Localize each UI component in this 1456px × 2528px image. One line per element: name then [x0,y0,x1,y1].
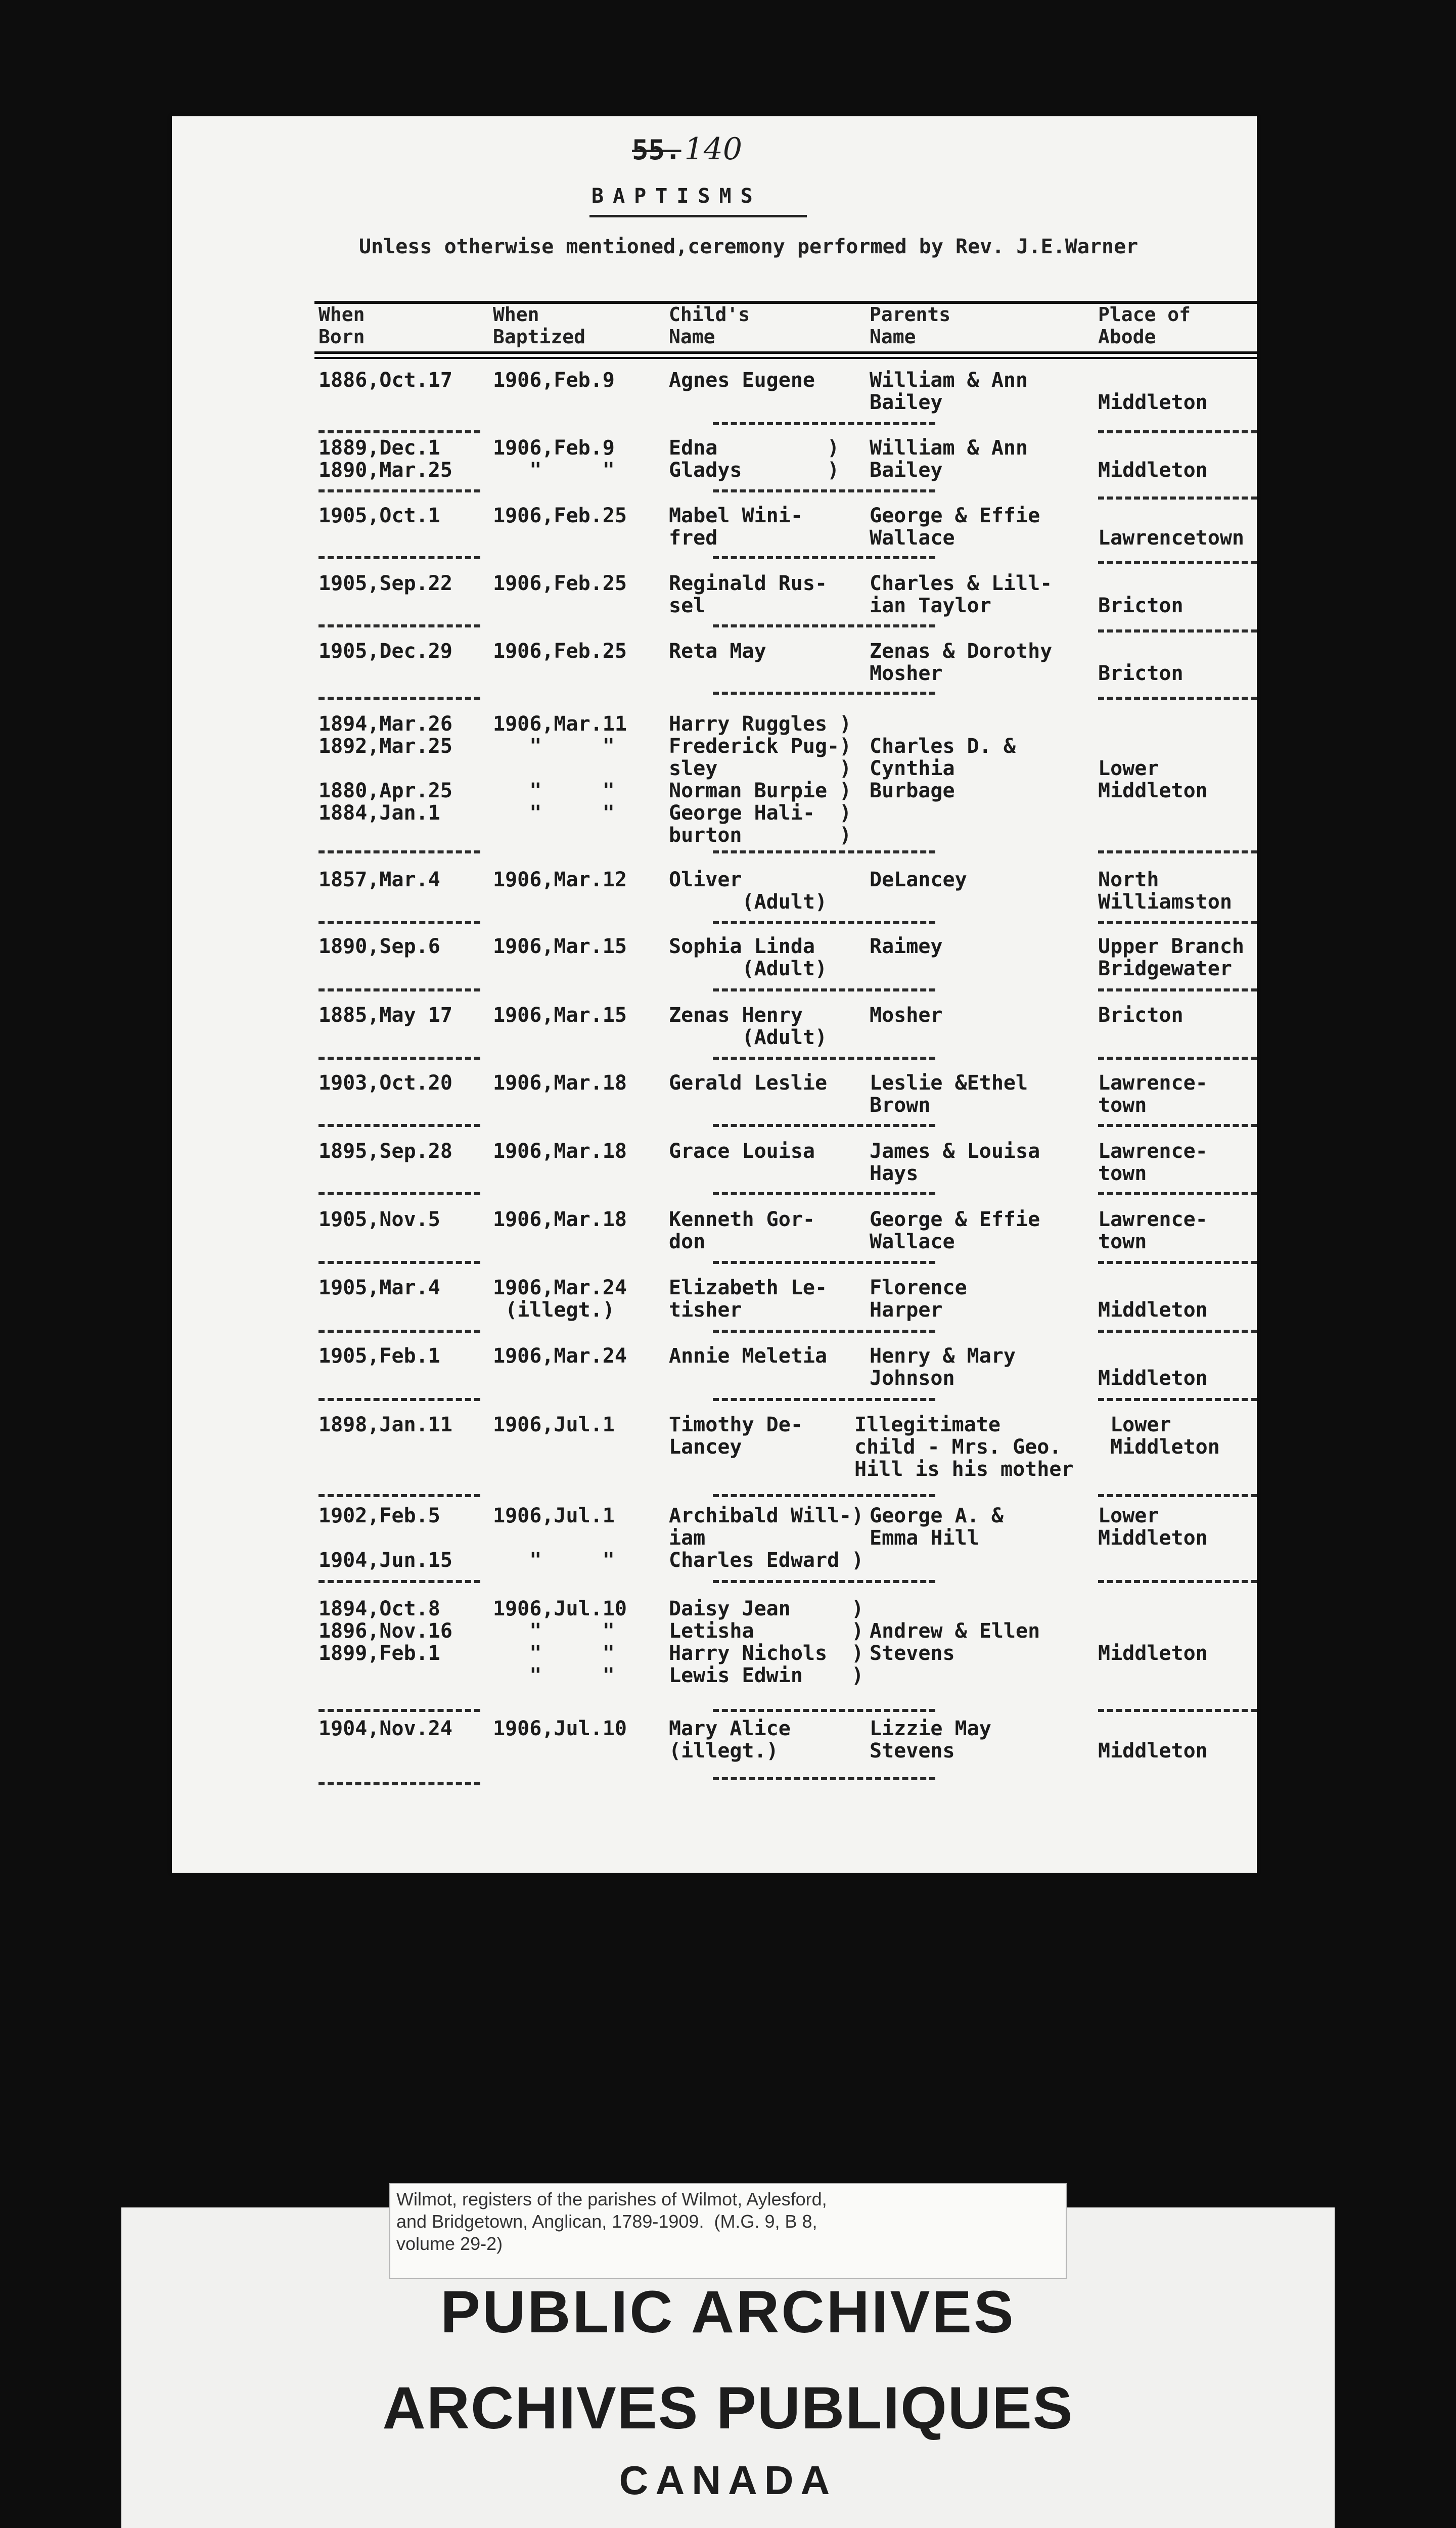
abode-cell: Lawrencetown [1098,526,1244,550]
abode-cell: Lower Middleton [1098,757,1208,802]
parents-cell: Florence Harper [870,1276,967,1322]
entry-separator [318,624,480,627]
header-line: When [318,303,365,326]
born-cell: 1905,Oct.1 [318,504,440,527]
header-line: Name [870,326,916,348]
entry-separator [713,556,935,559]
child-cell: Mary Alice (illegt.) [669,1717,791,1763]
born-cell: 1905,Sep.22 [318,572,452,595]
entry-separator [1098,850,1257,853]
page-subtitle: Unless otherwise mentioned,ceremony performed by Rev. J.E.Warner [359,235,1139,258]
entry-separator [713,1192,935,1195]
column-header-when-baptized [493,303,585,348]
child-cell: Sophia Linda (Adult) [669,935,828,980]
born-cell: 1905,Nov.5 [318,1208,440,1231]
entry-separator [1098,1330,1257,1333]
entry-separator [318,988,480,991]
column-header-parents-name [870,303,950,348]
header-line: Child's [669,303,750,326]
entry-separator [1098,496,1257,500]
entry-separator [318,1494,480,1497]
entry-separator [1098,1057,1257,1060]
child-cell: Gerald Leslie [669,1071,828,1095]
entry-separator [713,1494,935,1497]
born-cell: 1889,Dec.1 1890,Mar.25 [318,436,452,482]
archive-title-french: ARCHIVES PUBLIQUES [382,2375,1074,2442]
entry-separator [713,624,935,627]
entry-separator [1098,1124,1257,1127]
abode-cell: Middleton [1098,1298,1208,1322]
baptized-cell: 1906,Feb.9 [493,369,615,392]
abode-cell: Lawrence- town [1098,1071,1208,1117]
baptized-cell: 1906,Mar.24 [493,1344,627,1368]
entry-separator [713,422,935,425]
entry-separator [1098,1494,1257,1497]
parents-cell: Mosher [870,1004,943,1027]
born-cell: 1904,Nov.24 [318,1717,452,1740]
abode-cell: Middleton [1098,1642,1208,1665]
baptized-cell: 1906,Mar.15 [493,1004,627,1027]
baptized-cell: 1906,Mar.12 [493,868,627,891]
born-cell: 1885,May 17 [318,1004,452,1027]
baptized-cell: 1906,Jul.1 [493,1413,615,1436]
born-cell: 1857,Mar.4 [318,868,440,891]
header-line: Abode [1098,326,1156,348]
born-cell: 1894,Oct.8 1896,Nov.16 1899,Feb.1 [318,1597,452,1665]
header-line: Place of [1098,303,1191,326]
entry-separator [318,1330,480,1333]
child-cell: Annie Meletia [669,1344,828,1368]
parents-cell: George & Effie Wallace [870,504,1040,550]
entry-separator [318,850,480,853]
abode-cell: Lawrence- town [1098,1140,1208,1185]
header-line: Born [318,326,365,348]
baptized-cell: 1906,Mar.18 [493,1140,627,1163]
entry-separator [318,921,480,924]
entry-separator [1098,1398,1257,1401]
born-cell: 1894,Mar.26 1892,Mar.25 1880,Apr.25 1884,Jan.1 [318,712,452,825]
entry-separator [318,1057,480,1060]
child-cell: Reginald Rus- sel [669,572,828,617]
column-header-childs-name [669,303,750,348]
born-cell: 1902,Feb.5 1904,Jun.15 [318,1504,452,1572]
abode-cell: Bricton [1098,662,1184,685]
header-line: When [493,303,539,326]
heading-underline [589,215,807,217]
born-cell: 1886,Oct.17 [318,369,452,392]
child-cell: Reta May [669,640,766,663]
child-cell: Timothy De- Lancey [669,1413,803,1459]
register-page [172,116,1257,1873]
parents-cell: Charles & Lill- ian Taylor [870,572,1053,617]
baptized-cell: 1906,Mar.24 (illegt.) [493,1276,627,1322]
header-line: Baptized [493,326,586,348]
entry-separator [1098,697,1257,700]
born-cell: 1905,Dec.29 [318,640,452,663]
born-cell: 1895,Sep.28 [318,1140,452,1163]
abode-cell: Lower Middleton [1110,1413,1220,1459]
page-heading: BAPTISMS [592,185,762,208]
parents-cell: DeLancey [870,868,967,891]
baptized-cell: 1906,Mar.11 " " " " " " [493,712,627,825]
abode-cell: Middleton [1098,1739,1208,1763]
entry-separator [318,556,480,559]
parents-cell: William & Ann Bailey [870,436,1028,482]
abode-cell: Middleton [1098,1367,1208,1390]
abode-cell: Middleton [1098,459,1208,482]
struck-page-number: 55. [632,134,681,166]
entry-separator [713,1580,935,1583]
parents-cell: Charles D. & Cynthia Burbage [870,735,1016,802]
baptized-cell: 1906,Jul.10 [493,1717,627,1740]
entry-separator [318,697,480,700]
parents-cell: Henry & Mary Johnson [870,1344,1016,1390]
entry-separator [713,692,935,695]
parents-cell: William & Ann Bailey [870,369,1028,414]
entry-separator [713,1777,935,1780]
archive-title-english: PUBLIC ARCHIVES [440,2279,1016,2345]
child-cell: Oliver (Adult) [669,868,828,914]
entry-separator [318,1782,480,1785]
born-cell: 1905,Feb.1 [318,1344,440,1368]
entry-separator [318,489,480,492]
entry-separator [318,1192,480,1195]
child-cell: Mabel Wini- fred [669,504,803,550]
baptized-cell: 1906,Feb.9 " " [493,436,615,482]
child-cell: Agnes Eugene [669,369,815,392]
entry-separator [1098,430,1257,433]
abode-cell: Middleton [1098,391,1208,414]
header-line: Parents [870,303,951,326]
abode-cell: Lower Middleton [1098,1504,1208,1550]
entry-separator [713,850,935,853]
entry-separator [713,988,935,991]
header-line: Name [669,326,715,348]
baptized-cell: 1906,Mar.18 [493,1208,627,1231]
entry-separator [1098,1580,1257,1583]
child-cell: Kenneth Gor- don [669,1208,815,1253]
page-number [632,131,742,167]
entry-separator [318,1261,480,1264]
entry-separator [1098,988,1257,991]
entry-separator [1098,1709,1257,1712]
entry-separator [1098,1261,1257,1264]
baptized-cell: 1906,Jul.10 " " " " " " [493,1597,627,1687]
entry-separator [713,921,935,924]
column-header-place-of-abode [1098,303,1191,348]
born-cell: 1903,Oct.20 [318,1071,452,1095]
child-cell: Zenas Henry (Adult) [669,1004,828,1049]
entry-separator [713,1330,935,1333]
child-cell: Harry Ruggles ) Frederick Pug-) sley ) Norman Burpie ) George Hali- ) burton ) [669,712,852,847]
entry-separator [1098,629,1257,633]
born-cell: 1905,Mar.4 [318,1276,440,1299]
column-header-when-born [318,303,365,348]
entry-separator [713,1057,935,1060]
child-cell: Daisy Jean ) Letisha ) Harry Nichols ) Lewis Edwin ) [669,1597,864,1687]
baptized-cell: 1906,Feb.25 [493,572,627,595]
baptized-cell: 1906,Feb.25 [493,504,627,527]
entry-separator [318,1124,480,1127]
parents-cell: Lizzie May Stevens [870,1717,991,1763]
abode-cell: Bricton [1098,594,1184,617]
born-cell: 1898,Jan.11 [318,1413,452,1436]
baptized-cell: 1906,Jul.1 " " [493,1504,615,1572]
collection-label [389,2183,1067,2279]
abode-cell: Upper Branch Bridgewater [1098,935,1244,980]
parents-cell: Illegitimate child - Mrs. Geo. Hill is his mother [854,1413,1074,1481]
entry-separator [713,1398,935,1401]
abode-cell: North Williamston [1098,868,1232,914]
abode-cell: Bricton [1098,1004,1184,1027]
child-cell: Elizabeth Le- tisher [669,1276,828,1322]
baptized-cell: 1906,Mar.15 [493,935,627,958]
entry-separator [318,1709,480,1712]
parents-cell: Andrew & Ellen Stevens [870,1619,1040,1665]
collection-label-text: Wilmot, registers of the parishes of Wilmot, Aylesford, and Bridgetown, Anglican, 1789-1909. (M.G. 9, B 8, volume 29-2) [396,2189,827,2254]
header-rule-bottom [314,351,1257,354]
born-cell: 1890,Sep.6 [318,935,440,958]
baptized-cell: 1906,Mar.18 [493,1071,627,1095]
baptized-cell: 1906,Feb.25 [493,640,627,663]
entry-separator [713,489,935,492]
entry-separator [1098,561,1257,564]
child-cell: Archibald Will-) iam Charles Edward ) [669,1504,864,1572]
entry-separator [318,430,480,433]
parents-cell: Leslie &Ethel Brown [870,1071,1028,1117]
entry-separator [1098,1192,1257,1195]
abode-cell: Lawrence- town [1098,1208,1208,1253]
entry-separator [713,1124,935,1127]
parents-cell: George A. & Emma Hill [870,1504,1004,1550]
parents-cell: James & Louisa Hays [870,1140,1040,1185]
parents-cell: Raimey [870,935,943,958]
header-rule-bottom-double [314,357,1257,359]
child-cell: Edna ) Gladys ) [669,436,840,482]
entry-separator [1098,921,1257,924]
entry-separator [318,1580,480,1583]
handwritten-page-number: 140 [684,131,743,167]
entry-separator [713,1709,935,1712]
parents-cell: Zenas & Dorothy Mosher [870,640,1053,685]
entry-separator [713,1261,935,1264]
child-cell: Grace Louisa [669,1140,815,1163]
parents-cell: George & Effie Wallace [870,1208,1040,1253]
entry-separator [318,1398,480,1401]
archive-country: CANADA [619,2458,837,2503]
